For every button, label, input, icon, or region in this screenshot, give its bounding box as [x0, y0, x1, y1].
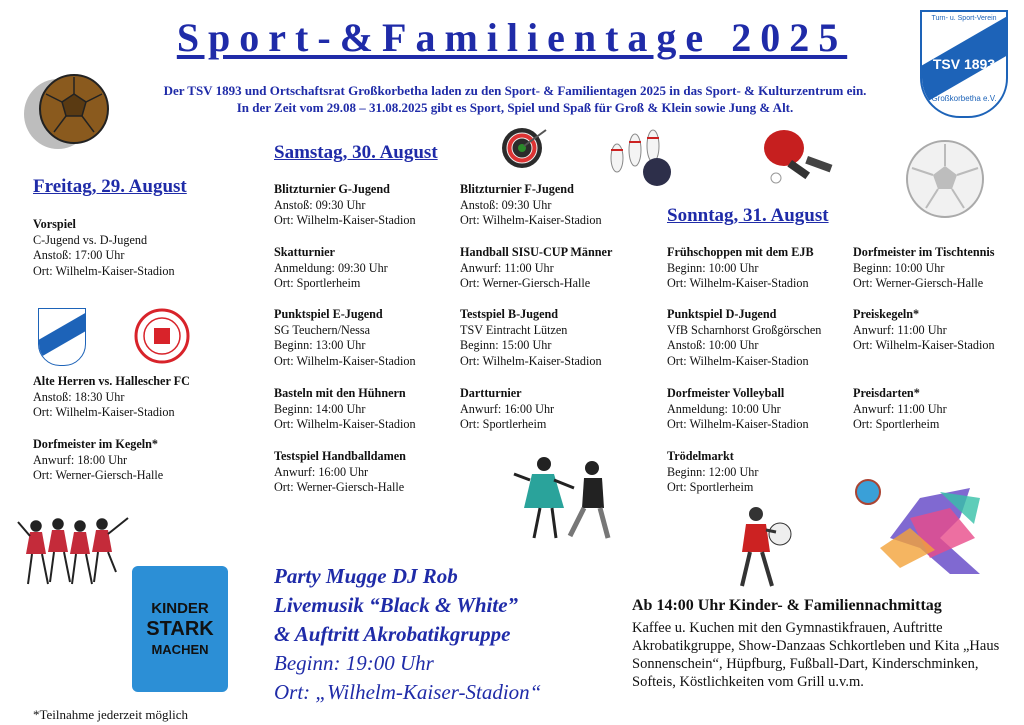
saturday-event [274, 307, 416, 369]
friday-event-3 [33, 437, 163, 484]
tsv-logo-small [38, 308, 86, 366]
event-line: Ort: Wilhelm-Kaiser-Stadion [274, 353, 416, 368]
event-line: Ort: Sportlerheim [460, 417, 547, 432]
event-line: Beginn: 12:00 Uhr [667, 464, 759, 479]
event-line: Beginn: 14:00 Uhr [274, 401, 366, 416]
saturday-heading: Samstag, 30. August [274, 142, 438, 163]
event-line: Anwurf: 16:00 Uhr [274, 464, 369, 479]
kids-afternoon-title: Ab 14:00 Uhr Kinder- & Familiennachmittag [632, 597, 942, 614]
event-line: Ort: Wilhelm-Kaiser-Stadion [33, 263, 175, 278]
kinder-logo-line: MACHEN [151, 642, 209, 657]
cheerleaders-icon [18, 512, 130, 588]
event-title: Blitzturnier G-Jugend [274, 182, 390, 196]
event-line: VfB Scharnhorst Großgörschen [667, 322, 822, 337]
party-line: Party Mugge DJ Rob [274, 564, 458, 588]
saturday-event [460, 182, 602, 229]
saturday-event [460, 307, 602, 369]
event-line: Anmeldung: 10:00 Uhr [667, 401, 781, 416]
event-line: Ort: Wilhelm-Kaiser-Stadion [667, 276, 809, 291]
event-line: Ort: Wilhelm-Kaiser-Stadion [853, 338, 995, 353]
party-line: Ort: „Wilhelm-Kaiser-Stadion“ [274, 680, 542, 704]
bowling-icon [605, 128, 690, 188]
intro-line-2: In der Zeit vom 29.08 – 31.08.2025 gibt es Sport, Spiel und Spaß für Groß & Klein sowie Jung & Alt. [236, 100, 794, 115]
event-title: Preiskegeln* [853, 307, 920, 321]
event-line: Anstoß: 09:30 Uhr [274, 197, 366, 212]
tsv-logo-main: TSV 1893 [932, 56, 996, 72]
event-line: Anstoß: 09:30 Uhr [460, 197, 552, 212]
event-title: Preisdarten* [853, 386, 920, 400]
event-line: Ort: Wilhelm-Kaiser-Stadion [33, 405, 175, 420]
event-line: Anstoß: 17:00 Uhr [33, 248, 125, 263]
event-line: Ort: Werner-Giersch-Halle [460, 276, 591, 291]
event-line: Beginn: 10:00 Uhr [853, 260, 945, 275]
party-line: & Auftritt Akrobatikgruppe [274, 622, 511, 646]
event-line: C-Jugend vs. D-Jugend [33, 232, 148, 247]
event-title: Testspiel Handballdamen [274, 449, 406, 463]
event-title: Blitzturnier F-Jugend [460, 182, 574, 196]
event-line: Anwurf: 18:00 Uhr [33, 452, 128, 467]
event-line: Ort: Werner-Giersch-Halle [33, 468, 164, 483]
event-line: Anwurf: 16:00 Uhr [460, 401, 555, 416]
party-announcement [274, 562, 541, 707]
friday-event-2 [33, 374, 190, 421]
event-title: Dartturnier [460, 386, 522, 400]
event-line: Ort: Wilhelm-Kaiser-Stadion [274, 213, 416, 228]
event-title: Vorspiel [33, 217, 76, 231]
tsv-logo-bottom: Großkorbetha e.V. [931, 94, 997, 103]
kinder-logo-line: KINDER [151, 600, 209, 617]
event-line: Ort: Werner-Giersch-Halle [853, 276, 984, 291]
event-title: Dorfmeister Volleyball [667, 386, 785, 400]
sunday-heading: Sonntag, 31. August [667, 205, 829, 226]
sunday-event [853, 307, 995, 354]
event-line: Ort: Wilhelm-Kaiser-Stadion [274, 417, 416, 432]
event-title: Punktspiel E-Jugend [274, 307, 383, 321]
event-line: Anwurf: 11:00 Uhr [460, 260, 554, 275]
kinder-logo-line: STARK [146, 618, 214, 640]
event-title: Frühschoppen mit dem EJB [667, 245, 814, 259]
kids-afternoon-text: Kaffee u. Kuchen mit den Gymnastikfrauen, Auftritte Akrobatikgruppe, Show-Danzaas Schkortleben und Kita „Haus Sonnenschein“, Hüpfburg, Fußball-Dart, Kinderschminken, Softeis, Köstlichkeiten vom Grill u.v.m. [632, 620, 1000, 690]
volleyball-player-icon [850, 478, 990, 578]
footnote: *Teilnahme jederzeit möglich [33, 707, 189, 722]
event-line: Beginn: 10:00 Uhr [667, 260, 759, 275]
friday-heading: Freitag, 29. August [33, 176, 187, 197]
saturday-event [274, 386, 416, 433]
event-title: Alte Herren vs. Hallescher FC [33, 374, 190, 388]
event-line: Anmeldung: 09:30 Uhr [274, 260, 388, 275]
event-title: Basteln mit den Hühnern [274, 386, 406, 400]
intro-line-1: Der TSV 1893 und Ortschaftsrat Großkorbetha laden zu den Sport- & Familientagen 2025 in das Sport- & Kulturzentrum ein. [163, 83, 867, 98]
saturday-event [274, 182, 416, 229]
sunday-event [853, 245, 995, 292]
event-line: SG Teuchern/Nessa [274, 322, 371, 337]
handball-player-icon [728, 504, 796, 590]
saturday-event [460, 386, 554, 433]
sunday-event [853, 386, 947, 433]
table-tennis-icon [762, 126, 838, 188]
hallescher-fc-logo [134, 308, 190, 364]
event-line: Anwurf: 11:00 Uhr [853, 322, 947, 337]
dancing-couple-icon [512, 452, 622, 546]
event-title: Skatturnier [274, 245, 335, 259]
dartboard-icon [500, 126, 550, 170]
event-line: Ort: Werner-Giersch-Halle [274, 480, 405, 495]
event-line: Ort: Sportlerheim [853, 417, 940, 432]
event-line: Beginn: 15:00 Uhr [460, 338, 552, 353]
event-line: Ort: Wilhelm-Kaiser-Stadion [460, 213, 602, 228]
party-line: Beginn: 19:00 Uhr [274, 651, 434, 675]
page-title: Sport-&Familientage 2025 [176, 15, 848, 60]
sunday-event [667, 386, 809, 433]
friday-event-1 [33, 217, 175, 279]
event-line: Ort: Wilhelm-Kaiser-Stadion [460, 353, 602, 368]
saturday-event [274, 245, 388, 292]
event-line: Anstoß: 10:00 Uhr [667, 338, 759, 353]
event-title: Handball SISU-CUP Männer [460, 245, 613, 259]
event-line: Ort: Wilhelm-Kaiser-Stadion [667, 353, 809, 368]
event-line: Ort: Wilhelm-Kaiser-Stadion [667, 417, 809, 432]
tsv-logo-top: Turn- u. Sport-Verein [931, 15, 997, 22]
soccer-ball-icon [904, 138, 986, 220]
tsv-logo [920, 10, 1008, 118]
event-title: Dorfmeister im Kegeln* [33, 437, 158, 451]
party-line: Livemusik “Black & White” [274, 593, 519, 617]
event-title: Testspiel B-Jugend [460, 307, 559, 321]
event-title: Dorfmeister im Tischtennis [853, 245, 995, 259]
sunday-event [667, 449, 758, 496]
sunday-event [667, 245, 814, 292]
event-line: TSV Eintracht Lützen [460, 322, 568, 337]
intro-text [110, 82, 920, 116]
event-line: Ort: Sportlerheim [274, 276, 361, 291]
saturday-event [274, 449, 406, 496]
saturday-event [460, 245, 612, 292]
event-line: Anstoß: 18:30 Uhr [33, 389, 125, 404]
event-line: Beginn: 13:00 Uhr [274, 338, 366, 353]
sunday-event [667, 307, 821, 369]
kinder-stark-machen-logo [132, 566, 228, 692]
event-line: Anwurf: 11:00 Uhr [853, 401, 947, 416]
event-title: Trödelmarkt [667, 449, 734, 463]
handball-icon [22, 72, 112, 152]
event-line: Ort: Sportlerheim [667, 480, 754, 495]
event-title: Punktspiel D-Jugend [667, 307, 777, 321]
